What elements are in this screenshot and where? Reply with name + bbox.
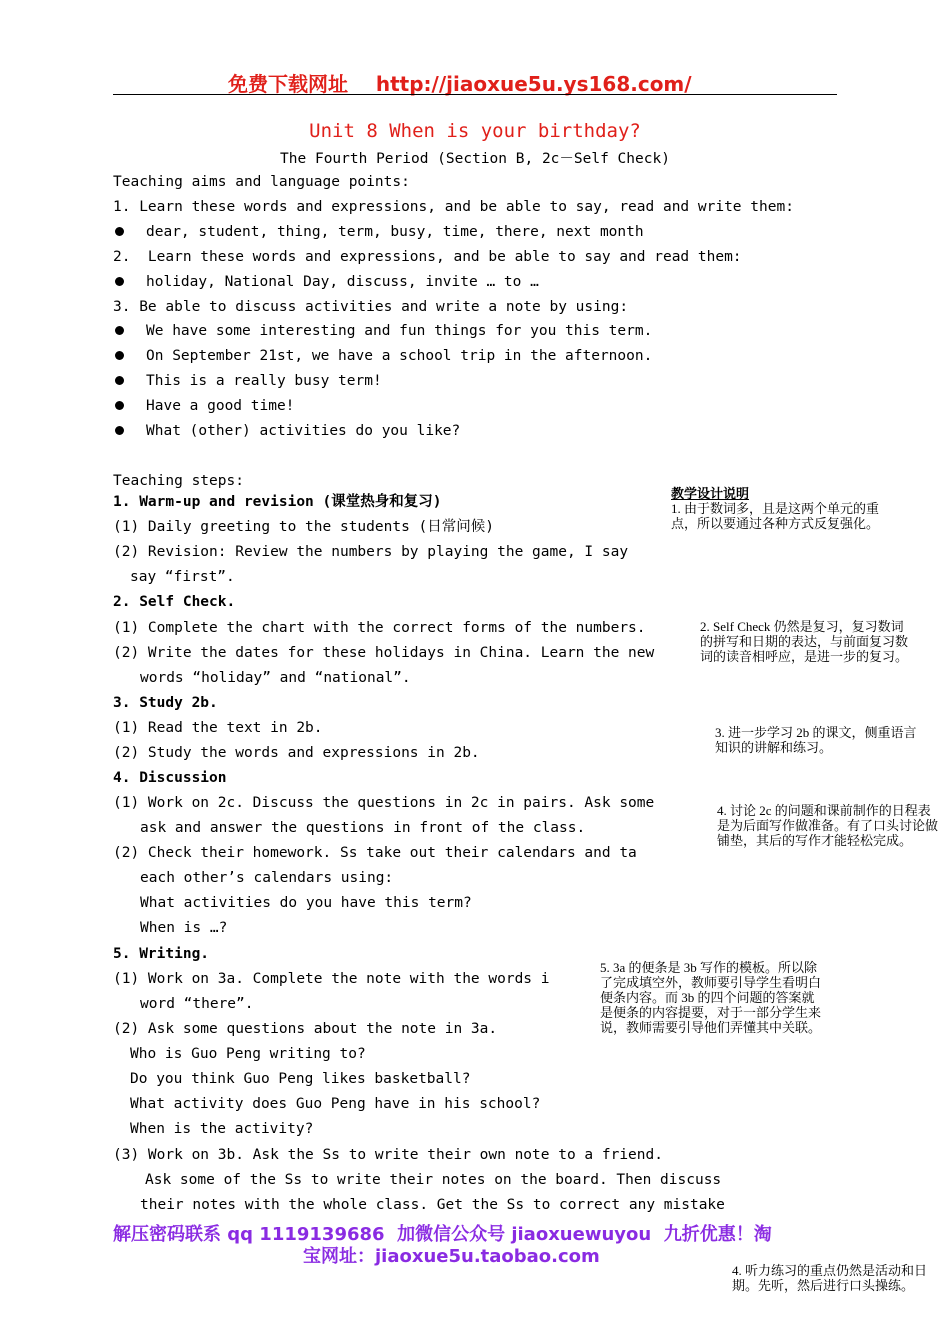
step-4-b-cont: each other’s calendars using: bbox=[140, 870, 394, 886]
aims-heading: Teaching aims and language points: bbox=[113, 174, 410, 190]
aims-sentence: On September 21st, we have a school trip in the afternoon. bbox=[146, 348, 653, 364]
step-1-b: (2) Revision: Review the numbers by playing the game, I say bbox=[113, 544, 629, 560]
step-5-a-cont: word “there”. bbox=[140, 996, 254, 1012]
step-2-b-cont: words “holiday” and “national”. bbox=[140, 670, 411, 686]
step-3-title: 3. Study 2b. bbox=[113, 695, 218, 711]
bullet-icon bbox=[115, 326, 124, 335]
side-note-heading: 教学设计说明 bbox=[671, 486, 750, 501]
aims-sentence: We have some interesting and fun things for you this term. bbox=[146, 323, 653, 339]
step-5-title: 5. Writing. bbox=[113, 946, 210, 962]
step-4-a-cont: ask and answer the questions in front of the class. bbox=[140, 820, 586, 836]
aims-item-1: 1. Learn these words and expressions, and be able to say, read and write them: bbox=[113, 199, 794, 215]
aims-item-3: 3. Be able to discuss activities and write a note by using: bbox=[113, 299, 629, 315]
step-4-question: What activities do you have this term? bbox=[140, 895, 472, 911]
step-5-c: (3) Work on 3b. Ask the Ss to write their own note to a friend. bbox=[113, 1147, 663, 1163]
aims-sentence: This is a really busy term! bbox=[146, 373, 382, 389]
side-note-4: 4. 讨论 2c 的问题和课前制作的日程表是为后面写作做准备。有了口头讨论做铺垫，其后的写作才能轻松完成。 bbox=[717, 803, 939, 848]
footer-contact: 解压密码联系 qq 1119139686 加微信公众号 jiaoxuewuyou 九折优惠！淘 bbox=[113, 1224, 772, 1245]
side-note-2: 2. Self Check 仍然是复习，复习数词的拼写和日期的表达，与前面复习数词的读音相呼应，是进一步的复习。 bbox=[700, 619, 909, 664]
step-5-question: When is the activity? bbox=[130, 1121, 314, 1137]
header-site-label: 免费下载网址 bbox=[228, 72, 348, 96]
step-3-b: (2) Study the words and expressions in 2b. bbox=[113, 745, 480, 761]
aims-item-2: 2. Learn these words and expressions, and be able to say and read them: bbox=[113, 249, 742, 265]
bullet-icon bbox=[115, 351, 124, 360]
side-note-5: 5. 3a 的便条是 3b 写作的模板。所以除了完成填空外，教师要引导学生看明白便条内容。而 3b 的四个问题的答案就是便条的内容提要，对于一部分学生来说，教师需要引导他们弄懂其中关联。 bbox=[600, 960, 822, 1035]
step-4-title: 4. Discussion bbox=[113, 770, 227, 786]
step-2-b: (2) Write the dates for these holidays in China. Learn the new bbox=[113, 645, 655, 661]
step-2-a: (1) Complete the chart with the correct forms of the numbers. bbox=[113, 620, 646, 636]
step-5-c-cont: their notes with the whole class. Get the Ss to correct any mistake bbox=[140, 1197, 725, 1213]
bullet-icon bbox=[115, 376, 124, 385]
step-5-b: (2) Ask some questions about the note in 3a. bbox=[113, 1021, 498, 1037]
step-3-a: (1) Read the text in 2b. bbox=[113, 720, 323, 736]
step-4-b: (2) Check their homework. Ss take out their calendars and ta bbox=[113, 845, 637, 861]
step-4-a: (1) Work on 2c. Discuss the questions in 2c in pairs. Ask some bbox=[113, 795, 655, 811]
step-1-b-cont: say “first”. bbox=[130, 569, 235, 585]
header-divider bbox=[113, 94, 837, 95]
bullet-icon bbox=[115, 227, 124, 236]
step-1-a: (1) Daily greeting to the students (日常问候) bbox=[113, 519, 494, 535]
aims-sentence: What (other) activities do you like? bbox=[146, 423, 461, 439]
aims-sentence: Have a good time! bbox=[146, 398, 295, 414]
step-5-question: Do you think Guo Peng likes basketball? bbox=[130, 1071, 471, 1087]
step-4-question: When is …? bbox=[140, 920, 228, 936]
steps-heading: Teaching steps: bbox=[113, 473, 244, 489]
period-title: The Fourth Period (Section B, 2c－Self Check) bbox=[280, 151, 670, 167]
step-2-title: 2. Self Check. bbox=[113, 594, 236, 610]
side-note-3: 3. 进一步学习 2b 的课文，侧重语言知识的讲解和练习。 bbox=[715, 725, 917, 755]
bullet-icon bbox=[115, 401, 124, 410]
bullet-icon bbox=[115, 426, 124, 435]
step-5-question: What activity does Guo Peng have in his school? bbox=[130, 1096, 541, 1112]
aims-words-2: holiday, National Day, discuss, invite … to … bbox=[146, 274, 539, 290]
unit-title: Unit 8 When is your birthday? bbox=[309, 120, 641, 142]
step-5-c-cont: Ask some of the Ss to write their notes on the board. Then discuss bbox=[145, 1172, 722, 1188]
side-note-6: 4. 听力练习的重点仍然是活动和日期。先听，然后进行口头操练。 bbox=[732, 1263, 928, 1293]
bullet-icon bbox=[115, 277, 124, 286]
side-note-1 bbox=[671, 486, 893, 531]
side-note-text: 1. 由于数词多，且是这两个单元的重点，所以要通过各种方式反复强化。 bbox=[671, 501, 880, 531]
footer-shop-url[interactable]: 宝网址：jiaoxue5u.taobao.com bbox=[303, 1246, 600, 1267]
aims-words-1: dear, student, thing, term, busy, time, there, next month bbox=[146, 224, 644, 240]
step-5-a: (1) Work on 3a. Complete the note with the words i bbox=[113, 971, 550, 987]
step-1-title: 1. Warm-up and revision (课堂热身和复习) bbox=[113, 494, 442, 510]
header-link[interactable] bbox=[228, 68, 692, 97]
header-site-url[interactable]: http://jiaoxue5u.ys168.com/ bbox=[375, 72, 692, 96]
step-5-question: Who is Guo Peng writing to? bbox=[130, 1046, 366, 1062]
